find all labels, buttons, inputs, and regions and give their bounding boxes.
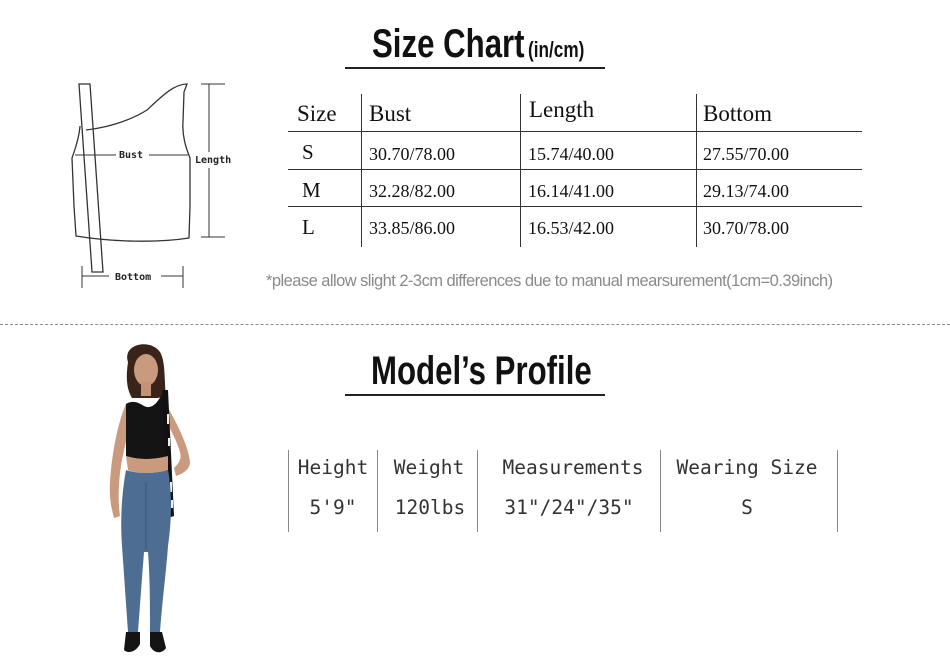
bust-label: Bust [119, 150, 144, 161]
size-chart-title-text: Size Chart [372, 22, 525, 66]
garment-strap [79, 84, 103, 272]
size-table-cell-bust-l: 33.85/86.00 [369, 218, 456, 238]
size-table-cell-size-m: M [302, 178, 321, 202]
model-profile-table [288, 450, 838, 532]
size-table-divider [696, 94, 697, 247]
profile-table-divider [660, 450, 661, 532]
size-table-cell-length-l: 16.53/42.00 [528, 218, 615, 238]
model-profile-title-underline [345, 394, 605, 396]
size-table-cell-size-l: L [302, 215, 315, 239]
size-table-cell-bust-s: 30.70/78.00 [369, 144, 456, 164]
size-chart-unit: (in/cm) [528, 37, 585, 62]
garment-measurement-diagram [62, 78, 252, 293]
model-profile-title [371, 349, 592, 394]
model-photo [96, 342, 206, 660]
size-table-divider [520, 94, 521, 247]
size-table-cell-length-s: 15.74/40.00 [528, 144, 615, 164]
length-label: Length [195, 155, 232, 166]
size-table-cell-bottom-l: 30.70/78.00 [703, 218, 790, 238]
size-table-cell-bottom-m: 29.13/74.00 [703, 181, 790, 201]
profile-header-weight: Weight [393, 456, 465, 479]
size-table-cell-bust-m: 32.28/82.00 [369, 181, 456, 201]
size-table-divider [361, 94, 362, 247]
size-table-header-size: Size [297, 101, 337, 126]
model-profile-title-text: Model’s Profile [371, 349, 592, 393]
bottom-label: Bottom [115, 272, 152, 283]
size-table-divider [288, 169, 862, 170]
profile-value-wearing-size: S [741, 496, 753, 519]
profile-header-measurements: Measurements [502, 456, 644, 479]
profile-value-weight: 120lbs [394, 496, 466, 519]
profile-table-divider [837, 450, 838, 532]
size-table-cell-length-m: 16.14/41.00 [528, 181, 615, 201]
size-table-cell-bottom-s: 27.55/70.00 [703, 144, 790, 164]
profile-table-divider [288, 450, 289, 532]
profile-header-height: Height [297, 456, 369, 479]
section-divider [0, 324, 950, 325]
profile-table-divider [477, 450, 478, 532]
size-table-divider [288, 131, 862, 132]
size-table-header-length: Length [529, 97, 595, 122]
size-table-cell-size-s: S [302, 140, 314, 164]
profile-table-divider [377, 450, 378, 532]
profile-value-measurements: 31"/24"/35" [504, 496, 634, 519]
size-table [288, 94, 862, 247]
profile-value-height: 5'9" [309, 496, 357, 519]
size-chart-title [372, 22, 584, 67]
size-chart-title-underline [345, 67, 605, 69]
garment-body-outline [72, 84, 190, 241]
size-table-header-bust: Bust [369, 101, 412, 126]
profile-header-wearing-size: Wearing Size [676, 456, 818, 479]
measurement-note: *please allow slight 2-3cm differences due to manual mearsurement(1cm=0.39inch) [266, 272, 833, 290]
size-table-header-bottom: Bottom [703, 101, 773, 126]
size-table-divider [288, 206, 862, 207]
